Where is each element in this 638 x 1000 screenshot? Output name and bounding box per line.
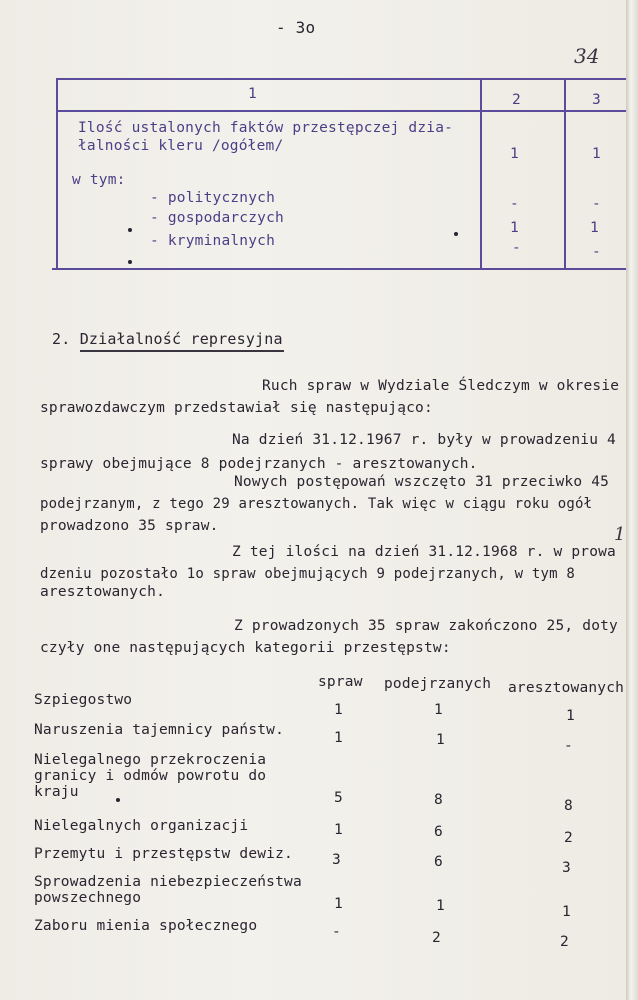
- category-name: Nielegalnych organizacji: [34, 818, 249, 834]
- category-aresztowanych: 2: [560, 934, 569, 950]
- handwritten-page-number: 34: [574, 44, 600, 68]
- column-header-aresztowanych: aresztowanych: [508, 680, 625, 696]
- category-spraw: 1: [334, 896, 343, 912]
- category-spraw: 5: [334, 790, 343, 806]
- table-total-label-line1: Ilość ustalonych faktów przestępczej dzia-: [78, 120, 454, 136]
- category-name: Zaboru mienia społecznego: [34, 918, 258, 934]
- category-aresztowanych: 1: [562, 904, 571, 920]
- paragraph-line: sprawy obejmujące 8 podejrzanych - aresztowanych.: [40, 456, 478, 472]
- paragraph-line: aresztowanych.: [40, 584, 166, 600]
- category-aresztowanych: 8: [564, 798, 573, 814]
- page-edge: [626, 0, 638, 1000]
- category-name-line2: granicy i odmów powrotu do: [34, 768, 267, 784]
- table-row-col2: 1: [510, 220, 519, 236]
- category-name-line3: kraju: [34, 784, 79, 800]
- category-name: Naruszenia tajemnicy państw.: [34, 722, 285, 738]
- table-row-label: - politycznych: [150, 190, 276, 206]
- table-total-col2: 1: [510, 146, 519, 162]
- ink-speck: [454, 232, 458, 236]
- table-row-col2: -: [510, 196, 519, 212]
- category-aresztowanych: -: [564, 738, 573, 754]
- paragraph-line: Nowych postępowań wszczęto 31 przeciwko 45: [234, 474, 610, 490]
- ink-speck: [128, 228, 132, 232]
- paragraph-line: sprawozdawczym przedstawiał się następująco:: [40, 400, 433, 416]
- category-name-line1: Sprowadzenia niebezpieczeństwa: [34, 874, 302, 890]
- table-w-tym: w tym:: [72, 172, 126, 188]
- category-name: Przemytu i przestępstw dewiz.: [34, 846, 293, 862]
- table-total-col3: 1: [592, 146, 601, 162]
- ink-speck: [116, 798, 120, 802]
- table-header-col1: 1: [248, 86, 257, 102]
- category-podejrzanych: 1: [434, 702, 443, 718]
- table-row-col3: -: [592, 196, 601, 212]
- category-name-line1: Nielegalnego przekroczenia: [34, 752, 267, 768]
- paragraph-line: dzeniu pozostało 1o spraw obejmujących 9 podejrzanych, w tym 8: [40, 566, 575, 582]
- paragraph-line: Z tej ilości na dzień 31.12.1968 r. w prowa: [232, 544, 616, 560]
- section-title-underline: [80, 350, 284, 352]
- category-spraw: 1: [334, 702, 343, 718]
- paragraph-line: prowadzono 35 spraw.: [40, 518, 219, 534]
- category-podejrzanych: 1: [436, 898, 445, 914]
- table-row-col3: -: [592, 244, 601, 260]
- category-podejrzanych: 1: [436, 732, 445, 748]
- category-spraw: -: [332, 924, 341, 940]
- category-aresztowanych: 3: [562, 860, 571, 876]
- table-total-label-line2: łalności kleru /ogółem/: [78, 138, 284, 154]
- category-podejrzanych: 8: [434, 792, 443, 808]
- category-aresztowanych: 1: [566, 708, 575, 724]
- section-title: 2. Działalność represyjna: [52, 330, 283, 348]
- table-row-col3: 1: [590, 220, 599, 236]
- paragraph-line: czyły one następujących kategorii przestępstw:: [40, 640, 451, 656]
- table-row-col2: -: [512, 240, 521, 256]
- table-row-label: - gospodarczych: [150, 210, 284, 226]
- paragraph-line: podejrzanym, z tego 29 aresztowanych. Tak więc w ciągu roku ogół: [40, 496, 593, 512]
- category-spraw: 3: [332, 852, 341, 868]
- table-header-col3: 3: [592, 92, 601, 108]
- category-name-line2: powszechnego: [34, 890, 142, 906]
- table-header-col2: 2: [512, 92, 521, 108]
- category-spraw: 1: [334, 822, 343, 838]
- ink-speck: [128, 260, 132, 264]
- category-podejrzanych: 2: [432, 930, 441, 946]
- page-number: - 3o: [276, 18, 316, 37]
- category-spraw: 1: [334, 730, 343, 746]
- column-header-podejrzanych: podejrzanych: [384, 676, 492, 692]
- column-header-spraw: spraw: [318, 674, 363, 690]
- margin-mark: 1: [614, 524, 626, 545]
- category-podejrzanych: 6: [434, 854, 443, 870]
- paragraph-line: Na dzień 31.12.1967 r. były w prowadzeniu 4: [232, 432, 616, 448]
- table-row-label: - kryminalnych: [150, 233, 276, 249]
- category-podejrzanych: 6: [434, 824, 443, 840]
- paragraph-line: Ruch spraw w Wydziale Śledczym w okresie: [262, 378, 620, 394]
- paragraph-line: Z prowadzonych 35 spraw zakończono 25, doty: [234, 618, 618, 634]
- category-aresztowanych: 2: [564, 830, 573, 846]
- category-name: Szpiegostwo: [34, 692, 133, 708]
